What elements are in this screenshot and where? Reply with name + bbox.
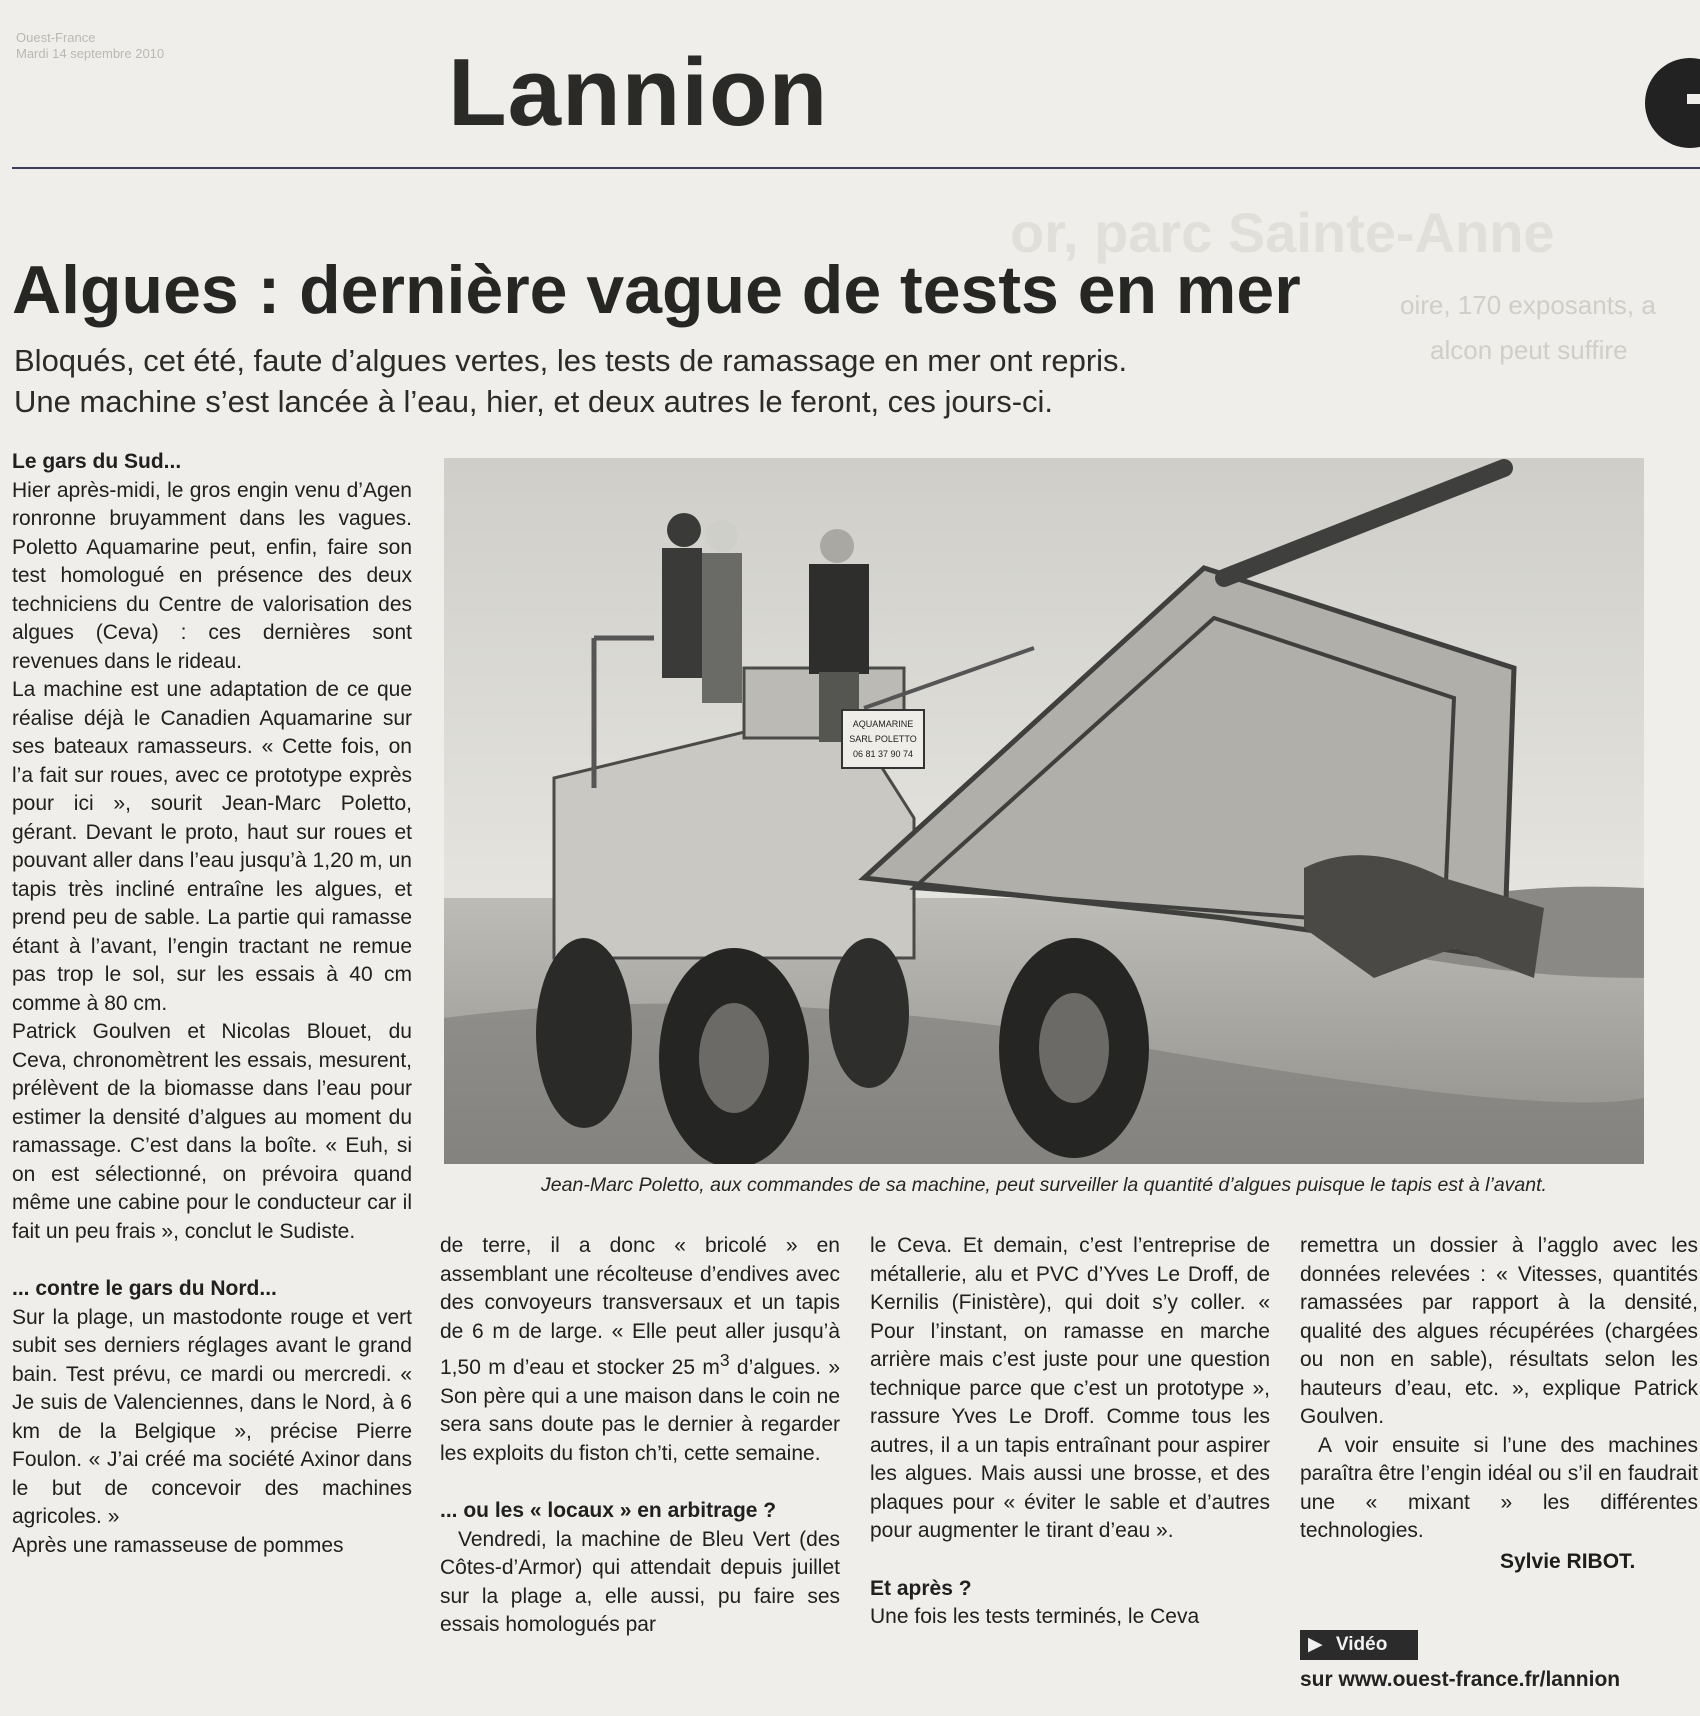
subhead-nord: ... contre le gars du Nord... xyxy=(12,1277,277,1300)
article-lede xyxy=(14,340,1314,422)
bleed-line-1: oire, 170 exposants, a xyxy=(1400,290,1656,320)
paragraph: Vendredi, la machine de Bleu Vert (des Côtes-d’Armor) qui attendait depuis juillet sur la plage a, elle aussi, pu faire ses essais homologués par xyxy=(440,1527,840,1636)
paragraph: La machine est une adaptation de ce que réalise déjà le Canadien Aquamarine sur ses bateaux ramasseurs. « Cette fois, on l’a fait sur roues, avec ce prototype exprès pour ici », sourit Jean-Marc Poletto, gérant. Devant le proto, haut sur roues et pouvant aller dans l’eau jusqu’à 1,20 m, un tapis très incliné entraîne les algues, et prend peu de sable. La partie qui ramasse étant à l’avant, l’engin tractant ne remue pas trop le sol, sur les essais à 40 cm comme à 80 cm. xyxy=(12,678,412,1015)
machine-sign-line-2: SARL POLETTO xyxy=(849,734,917,744)
issue-date: Mardi 14 septembre 2010 xyxy=(16,46,165,61)
paragraph: Une fois les tests terminés, le Ceva xyxy=(870,1605,1200,1628)
machine-photo-illustration xyxy=(444,458,1644,1164)
subhead-sud: Le gars du Sud... xyxy=(12,450,182,473)
column-2 xyxy=(440,1232,840,1640)
paper-name: Ouest-France xyxy=(16,30,96,45)
paragraph-part: de terre, il a donc « bricolé » en assemblant une récolteuse d’endives avec des convoyeurs transversaux et un tapis de 6 m de large. « Elle peut aller jusqu’à 1,50 m d’eau et stocker 25 m xyxy=(440,1234,840,1379)
subhead-apres: Et après ? xyxy=(870,1576,972,1600)
paragraph xyxy=(440,1232,840,1468)
paragraph: le Ceva. Et demain, c’est l’entreprise de métallerie, alu et PVC d’Yves Le Droff, de Kernilis (Finistère), qui doit s’y coller. « Pour l’instant, on ramasse en marche arrière mais c’est juste pour une question technique parce que c’est un prototype », rassure Yves Le Droff. Comme tous les autres, il a un tapis entraînant pour aspirer les algues. Mais aussi une brosse, et des plaques pour « éviter le sable et d’autres pour augmenter le tirant d’eau ». xyxy=(870,1234,1270,1542)
superscript: 3 xyxy=(719,1350,730,1370)
lede-line-1: Bloqués, cet été, faute d’algues vertes, les tests de ramassage en mer ont repris. xyxy=(14,343,1128,378)
link-url[interactable]: www.ouest-france.fr/lannion xyxy=(1338,1668,1621,1691)
video-link[interactable] xyxy=(1300,1668,1620,1692)
link-prefix: sur xyxy=(1300,1668,1339,1691)
article-photo xyxy=(444,458,1644,1164)
column-3 xyxy=(870,1232,1270,1632)
play-icon: ▶ xyxy=(1308,1634,1323,1655)
paragraph: Patrick Goulven et Nicolas Blouet, du Ceva, chronomètrent les essais, mesurent, prélèvent de la biomasse dans l’eau pour estimer la densité d’algues au moment du ramassage. C’est dans la boîte. « Euh, si on est sélectionné, on prévoira quand même une cabine pour le conducteur car il fait un peu frais », conclut le Sudiste. xyxy=(12,1020,412,1243)
bleed-line-2: alcon peut suffire xyxy=(1430,335,1628,365)
paragraph: Sur la plage, un mastodonte rouge et vert subit ses derniers réglages avant le grand bain. Test prévu, ce mardi ou mercredi. « Je suis de Valenciennes, dans le Nord, à 6 km de la Belgique », précise Pierre Foulon. « J’ai créé ma société Axinor dans le but de concevoir des machines agricoles. » xyxy=(12,1305,412,1528)
section-title: Lannion xyxy=(448,39,829,146)
video-button[interactable] xyxy=(1300,1630,1418,1660)
article-headline: Algues : dernière vague de tests en mer xyxy=(12,252,1301,328)
paragraph: remettra un dossier à l’agglo avec les données relevées : « Vitesses, quantités ramassées par rapport à la densité, qualité des algues récupérées (chargées ou non en sable), résultats selon les hauteurs d’eau, etc. », explique Patrick Goulven. xyxy=(1300,1234,1698,1428)
paragraph: Après une ramasseuse de pommes xyxy=(12,1533,344,1557)
paragraph: Hier après-midi, le gros engin venu d’Agen ronronne bruyamment dans les vagues. Poletto Aquamarine peut, enfin, faire son test homologué en présence des deux techniciens du Centre de valorisation des algues (Ceva) : ces dernières sont revenues dans le rideau. xyxy=(12,478,412,673)
photo-caption: Jean-Marc Poletto, aux commandes de sa machine, peut surveiller la quantité d’algues puisque le tapis est à l’avant. xyxy=(541,1174,1547,1196)
paragraph-part: d’algues. » Son père qui a une maison dans le coin ne sera sans doute pas le dernier à regarder les exploits du fiston ch’ti, cette semaine. xyxy=(440,1356,840,1465)
column-4 xyxy=(1300,1232,1698,1546)
subhead-locaux: ... ou les « locaux » en arbitrage ? xyxy=(440,1499,777,1522)
video-label: Vidéo xyxy=(1335,1634,1388,1655)
lede-line-2: Une machine s’est lancée à l’eau, hier, et deux autres le feront, ces jours-ci. xyxy=(14,384,1054,419)
paragraph: A voir ensuite si l’une des machines paraîtra être l’engin idéal ou s’il en faudrait une « mixant » les différentes technologies. xyxy=(1300,1433,1698,1542)
machine-sign-line-1: AQUAMARINE xyxy=(852,719,914,729)
byline: Sylvie RIBOT. xyxy=(1500,1550,1636,1573)
masthead-meta xyxy=(16,30,164,62)
bleed-title: or, parc Sainte-Anne xyxy=(1010,201,1555,264)
header-rule xyxy=(12,167,1700,169)
column-1 xyxy=(12,448,412,1560)
ouest-france-logo-icon xyxy=(1645,58,1700,148)
machine-sign-line-3: 06 81 37 90 74 xyxy=(852,749,914,759)
